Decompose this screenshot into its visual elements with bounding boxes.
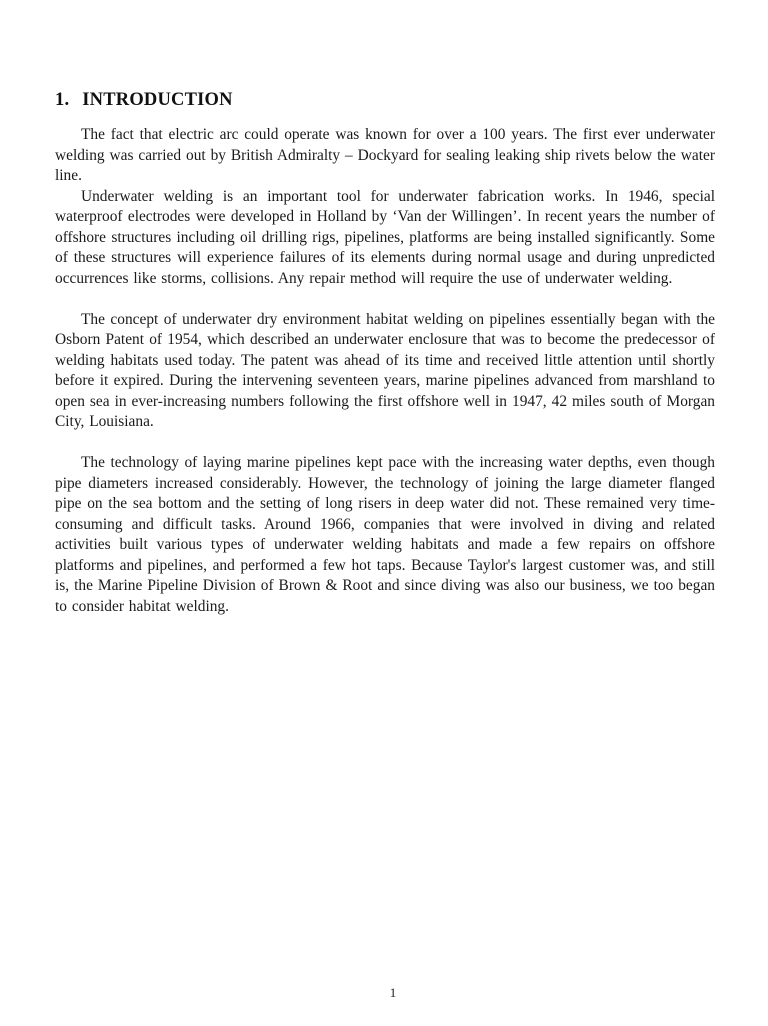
page-footer [0,984,768,1002]
page-number: 1 [389,985,397,1000]
section-number: 1. [55,90,70,110]
paragraph-importance-offshore: Underwater welding is an important tool for underwater fabrication works. In 1946, special waterproof electrodes were developed in Holland by ‘Van der Willingen’. In recent years the number of offshore structures including oil drilling rigs, pipelines, platforms are being installed significantly. Some of these structures will experience failures of its elements during normal usage and during unpredicted occurrences like storms, collisions. Any repair method will require the use of underwater welding. [55,187,715,287]
page-content [55,90,715,617]
paragraph-history-arc: The fact that electric arc could operate was known for over a 100 years. The first ever underwater welding was carried out by British Admiralty – Dockyard for sealing leaking ship rivets below the water line. [55,126,715,184]
paragraph-pipeline-technology: The technology of laying marine pipelines kept pace with the increasing water depths, even though pipe diameters increased considerably. However, the technology of joining the large diameter flanged pipe on the sea bottom and the setting of long risers in deep water did not. These remained very time-consuming and difficult tasks. Around 1966, companies that were involved in diving and related activities built various types of underwater welding habitats and made a few repairs on offshore platforms and pipelines, and performed a few hot taps. Because Taylor's largest customer was, and still is, the Marine Pipeline Division of Brown & Root and since diving was also our business, we too began to consider habitat welding. [55,454,715,615]
section-title: INTRODUCTION [82,90,233,110]
paragraph-osborn-patent: The concept of underwater dry environment habitat welding on pipelines essentially began with the Osborn Patent of 1954, which described an underwater enclosure that was to become the predecessor of welding habitats used today. The patent was ahead of its time and received little attention until shortly before it expired. During the intervening seventeen years, marine pipelines advanced from marshland to open sea in ever-increasing numbers following the first offshore well in 1947, 42 miles south of Morgan City, Louisiana. [55,310,715,430]
section-heading [55,90,715,111]
